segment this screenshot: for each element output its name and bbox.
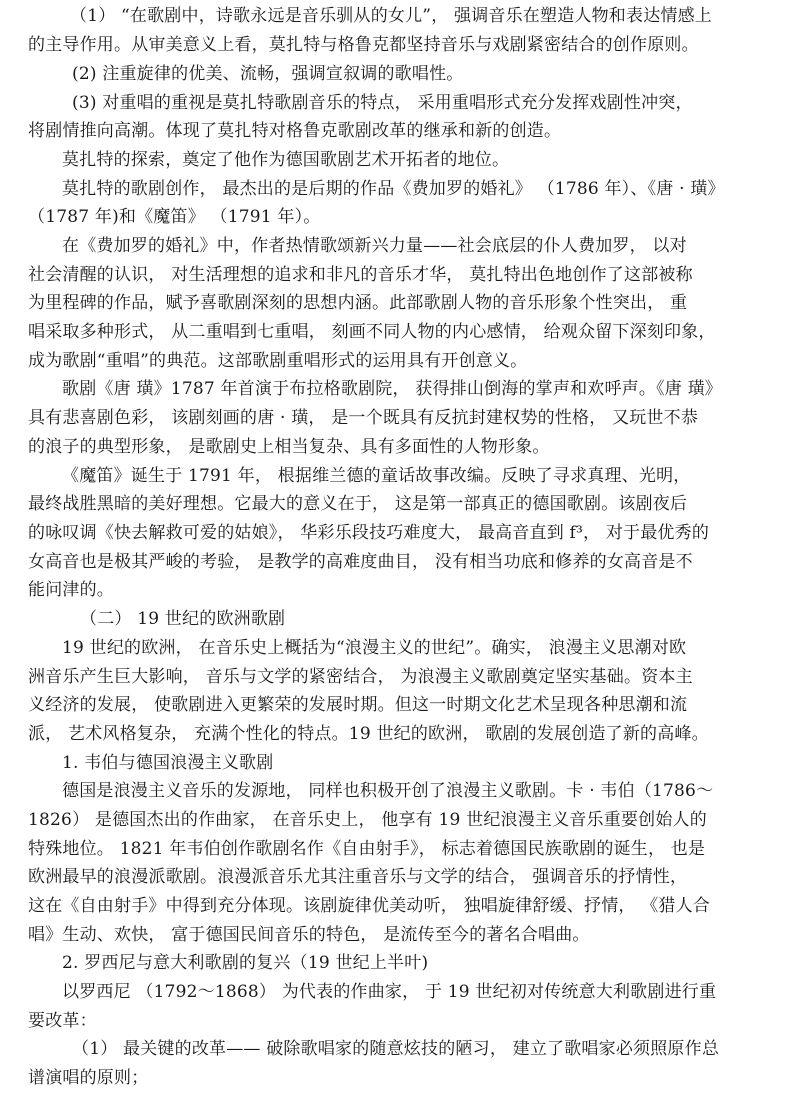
subsection-heading: 1. 韦伯与德国浪漫主义歌剧	[62, 753, 274, 773]
text-line: 莫扎特的歌剧创作， 最杰出的是后期的作品《费加罗的婚礼》 （1786 年）、《唐 · 璜》	[62, 179, 725, 199]
text-line: 谱演唱的原则；	[28, 1068, 149, 1088]
text-line: （1） 最关键的改革—— 破除歌唱家的随意炫技的陋习， 建立了歌唱家必须照原作总	[72, 1039, 720, 1059]
text-line: 以罗西尼 （1792～1868） 为代表的作曲家， 于 19 世纪初对传统意大利歌剧进行重	[62, 982, 717, 1002]
text-line: （1） “在歌剧中，诗歌永远是音乐驯从的女儿”， 强调音乐在塑造人物和表达情感上	[70, 6, 713, 26]
text-line: 能问津的。	[28, 580, 114, 600]
text-line: 欧洲最早的浪漫派歌剧。浪漫派音乐尤其注重音乐与文学的结合， 强调音乐的抒情性，	[28, 867, 688, 887]
text-line: (3) 对重唱的重视是莫扎特歌剧音乐的特点， 采用重唱形式充分发挥戏剧性冲突，	[72, 93, 693, 113]
text-line: 歌剧《唐 璜》1787 年首演于布拉格歌剧院， 获得排山倒海的掌声和欢呼声。《唐 璜》	[62, 379, 722, 399]
text-line: 的咏叹调《快去解救可爱的姑娘》， 华彩乐段技巧难度大， 最高音直到 f³， 对于最优秀的	[28, 523, 710, 543]
text-line: 这在《自由射手》中得到充分体现。该剧旋律优美动听， 独唱旋律舒缓、抒情， 《猎人合	[28, 896, 711, 916]
text-line: 《魔笛》诞生于 1791 年， 根据维兰德的童话故事改编。反映了寻求真理、光明，	[62, 466, 691, 486]
text-line: 派， 艺术风格复杂， 充满个性化的特点。19 世纪的欧洲， 歌剧的发展创造了新的高峰。	[28, 724, 709, 744]
text-line: 1826） 是德国杰出的作曲家， 在音乐史上， 他享有 19 世纪浪漫主义音乐重要创始人的	[28, 810, 707, 830]
text-line: 将剧情推向高潮。体现了莫扎特对格鲁克歌剧改革的继承和新的创造。	[28, 121, 562, 141]
text-line: 为里程碑的作品，赋予喜歌剧深刻的思想内涵。此部歌剧人物的音乐形象个性突出， 重	[28, 293, 688, 313]
text-line: (2) 注重旋律的优美、流畅，强调宣叙调的歌唱性。	[72, 64, 464, 84]
subsection-heading: 2. 罗西尼与意大利歌剧的复兴（19 世纪上半叶)	[62, 953, 429, 973]
text-line: 社会清醒的认识， 对生活理想的追求和非凡的音乐才华， 莫扎特出色地创作了这部被称	[28, 265, 693, 285]
text-line: 洲音乐产生巨大影响， 音乐与文学的紧密结合， 为浪漫主义歌剧奠定坚实基础。资本主	[28, 667, 693, 687]
text-line: 具有悲喜剧色彩， 该剧刻画的唐 · 璜， 是一个既具有反抗封建权势的性格， 又玩世不恭	[28, 408, 699, 428]
text-line: 女高音也是极其严峻的考验， 是教学的高难度曲目， 没有相当功底和修养的女高音是不	[28, 552, 693, 572]
text-line: 要改革：	[28, 1011, 97, 1031]
text-line: （1787 年)和《魔笛》 （1791 年）。	[28, 207, 321, 227]
text-line: 唱》生动、欢快， 富于德国民间音乐的特色， 是流传至今的著名合唱曲。	[28, 925, 590, 945]
text-line: 成为歌剧“重唱”的典范。这部歌剧重唱形式的运用具有开创意义。	[28, 351, 528, 371]
text-line: 莫扎特的探索，奠定了他作为德国歌剧艺术开拓者的地位。	[62, 150, 510, 170]
text-line: 19 世纪的欧洲， 在音乐史上概括为“浪漫主义的世纪”。确实， 浪漫主义思潮对欧	[62, 638, 687, 658]
text-line: 在《费加罗的婚礼》中，作者热情歌颂新兴力量——社会底层的仆人费加罗， 以对	[62, 236, 687, 256]
text-line: 义经济的发展， 使歌剧进入更繁荣的发展时期。但这一时期文化艺术呈现各种思潮和流	[28, 695, 688, 715]
text-line: 特殊地位。 1821 年韦伯创作歌剧名作《自由射手》， 标志着德国民族歌剧的诞生， 也是	[28, 839, 706, 859]
section-heading: （二） 19 世纪的欧洲歌剧	[80, 609, 286, 629]
text-line: 最终战胜黑暗的美好理想。它最大的意义在于， 这是第一部真正的德国歌剧。该剧夜后	[28, 494, 688, 514]
text-line: 德国是浪漫主义音乐的发源地， 同样也积极开创了浪漫主义歌剧。卡 · 韦伯（1786～	[62, 781, 714, 801]
text-line: 的主导作用。从审美意义上看，莫扎特与格鲁克都坚持音乐与戏剧紧密结合的创作原则。	[28, 35, 699, 55]
text-line: 的浪子的典型形象， 是歌剧史上相当复杂、具有多面性的人物形象。	[28, 437, 550, 457]
text-line: 唱采取多种形式， 从二重唱到七重唱， 刻画不同人物的内心感情， 给观众留下深刻印象，	[28, 322, 716, 342]
